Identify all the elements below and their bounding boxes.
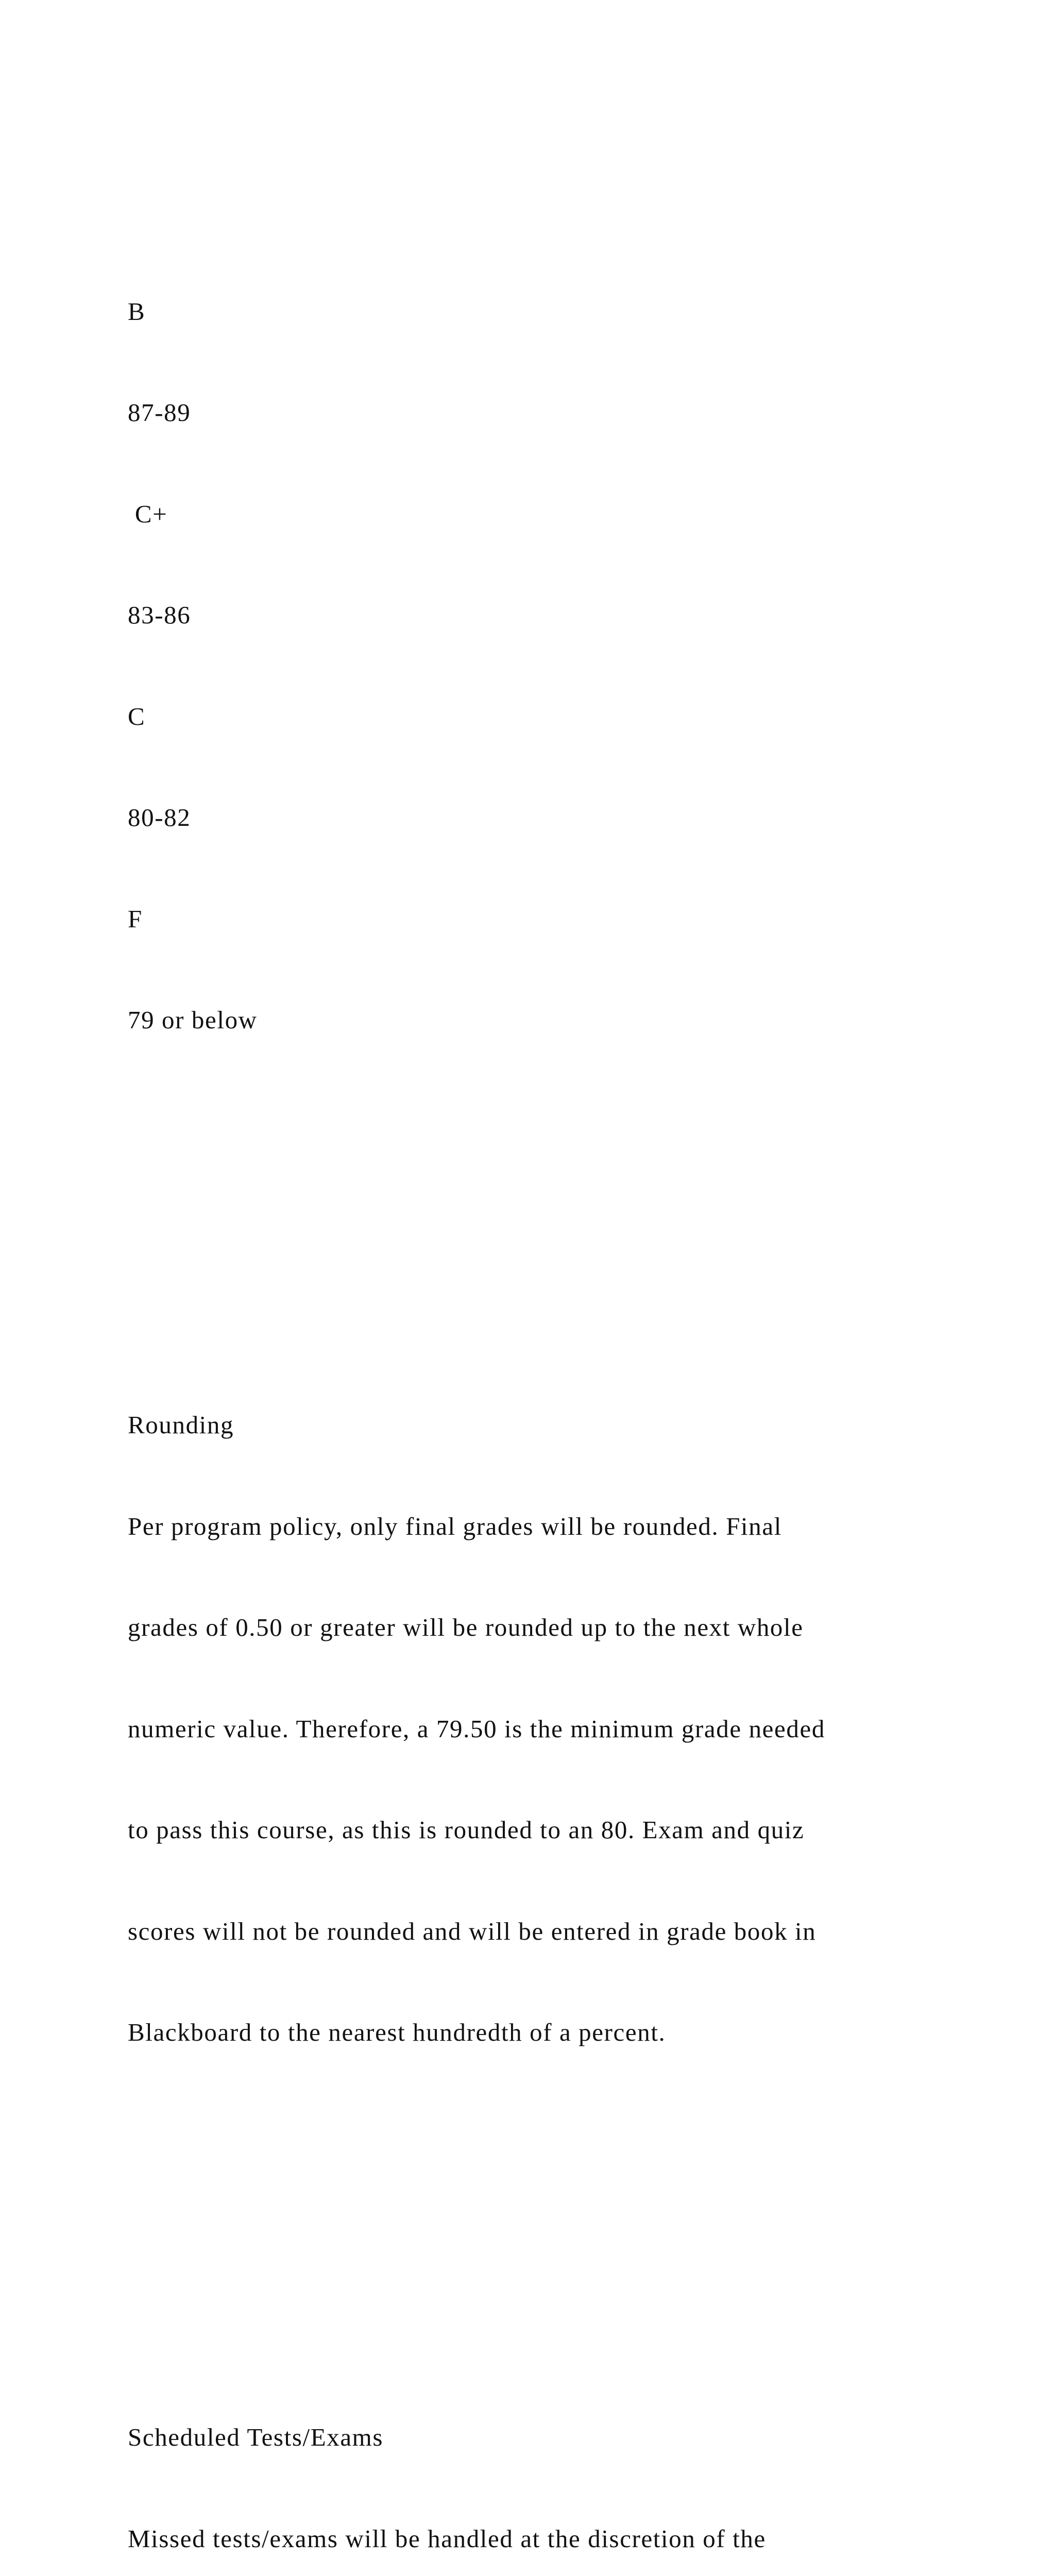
grade-letter: C — [128, 702, 146, 731]
paragraph-gap — [128, 2218, 973, 2252]
grade-range: 80-82 — [128, 803, 191, 832]
paragraph-line: to pass this course, as this is rounded to an 80. Exam and quiz — [128, 1816, 805, 1844]
grade-letter: C+ — [128, 499, 168, 528]
paragraph-line: Per program policy, only final grades will be rounded. Final — [128, 1512, 782, 1540]
section-heading: Rounding — [128, 1411, 234, 1439]
paragraph-line: Missed tests/exams will be handled at the discretion of the — [128, 2524, 766, 2553]
grade-letter: F — [128, 904, 143, 933]
paragraph-line: scores will not be rounded and will be entered in grade book in — [128, 1917, 816, 1945]
paragraph-gap — [128, 1206, 973, 1240]
grade-range: 83-86 — [128, 601, 191, 629]
rounding-section — [128, 1341, 973, 2117]
grade-letter: B — [128, 297, 146, 326]
paragraph-line: Blackboard to the nearest hundredth of a percent. — [128, 2018, 666, 2046]
scheduled-tests-section — [128, 2353, 973, 2576]
section-heading: Scheduled Tests/Exams — [128, 2423, 384, 2451]
paragraph-line: grades of 0.50 or greater will be rounded up to the next whole — [128, 1613, 804, 1641]
grade-range: 87-89 — [128, 398, 191, 427]
grade-range: 79 or below — [128, 1006, 258, 1034]
document-body — [128, 126, 973, 2576]
paragraph-line: numeric value. Therefore, a 79.50 is the minimum grade needed — [128, 1714, 825, 1743]
grade-scale — [128, 227, 973, 1105]
